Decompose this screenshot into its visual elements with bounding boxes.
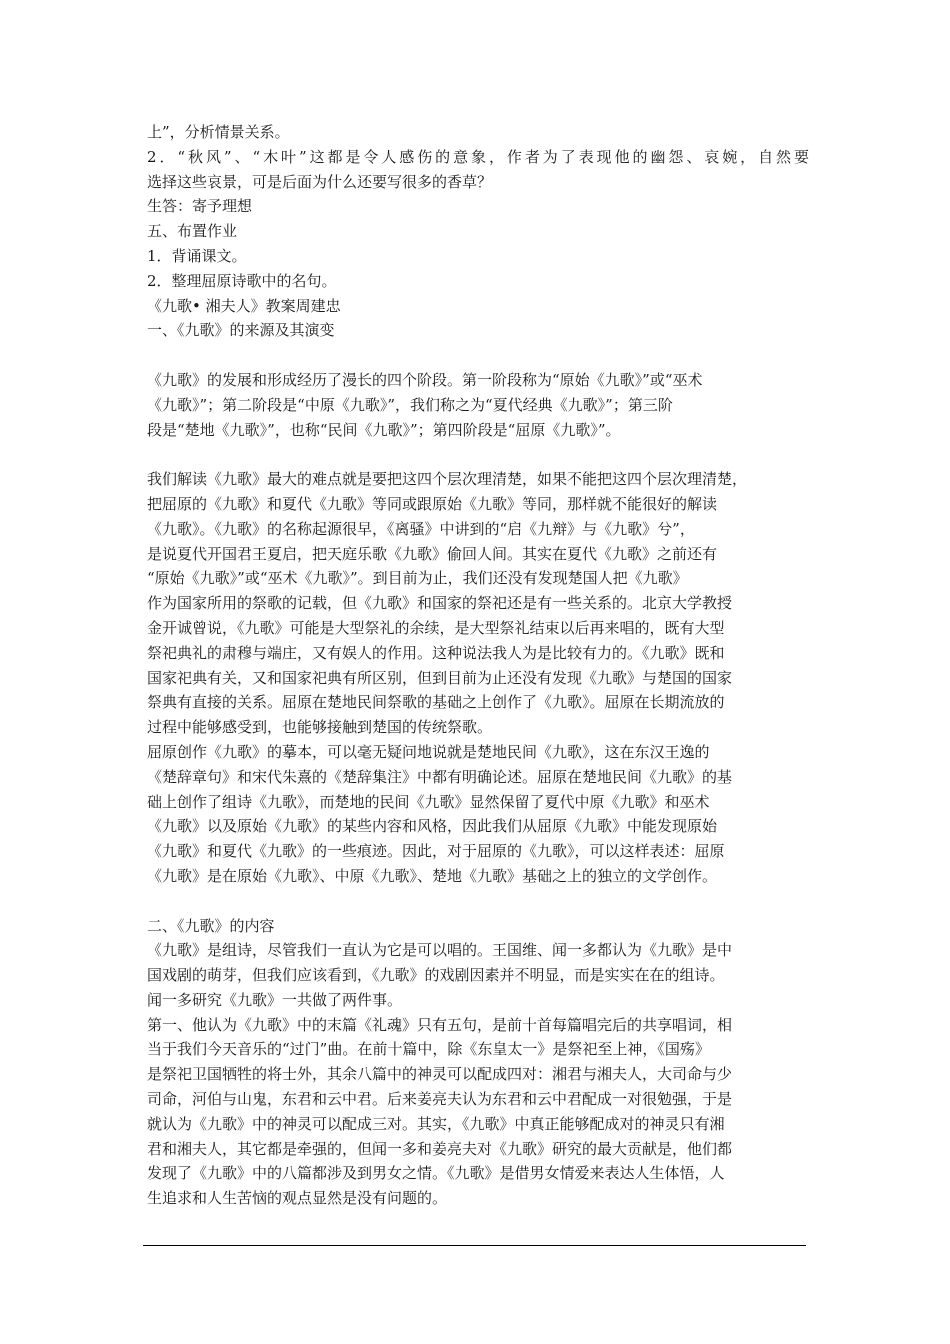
paragraph-gap bbox=[147, 343, 809, 368]
text-line: 祭典有直接的关系。屈原在楚地民间祭歌的基础之上创作了《九歌》。屈原在长期流放的 bbox=[147, 693, 725, 712]
text-line: 屈原创作《九歌》的摹本，可以毫无疑问地说就是楚地民间《九歌》，这在东汉王逸的 bbox=[147, 742, 710, 761]
text-line: 是说夏代开国君王夏启，把天庭乐歌《九歌》偷回人间。其实在夏代《九歌》之前还有 bbox=[147, 544, 718, 563]
paragraph-gap bbox=[147, 889, 809, 914]
paragraph-creation bbox=[147, 740, 809, 889]
paragraph-first bbox=[147, 1013, 809, 1211]
answer-line: 生答：寄予理想 bbox=[147, 197, 253, 216]
text-line: 君和湘夫人，其它都是牵强的，但闻一多和姜亮夫对《九歌》研究的最大贡献是，他们都 bbox=[147, 1139, 733, 1158]
text-line: 生追求和人生苦恼的观点显然是没有问题的。 bbox=[147, 1189, 448, 1208]
text-line: 础上创作了组诗《九歌》，而楚地的民间《九歌》显然保留了夏代中原《九歌》和巫术 bbox=[147, 792, 710, 811]
paragraph-stages bbox=[147, 368, 809, 442]
text-line: 《九歌》。《九歌》的名称起源很早，《离骚》中讲到的“启《九辩》与《九歌》兮”， bbox=[147, 519, 695, 538]
text-line: “原始《九歌》”或“巫术《九歌》”。到目前为止，我们还没有发现楚国人把《九歌》 bbox=[147, 569, 688, 588]
text-line: 《九歌》以及原始《九歌》的某些内容和风格，因此我们从屈原《九歌》中能发现原始 bbox=[147, 817, 718, 836]
text-line: 就认为《九歌》中的神灵可以配成三对。其实，《九歌》中真正能够配成对的神灵只有湘 bbox=[147, 1114, 725, 1133]
text-line: 第一、他认为《九歌》中的末篇《礼魂》只有五句，是前十首每篇唱完后的共享唱词，相 bbox=[147, 1015, 733, 1034]
section-top bbox=[147, 120, 809, 343]
homework-item-1: 1．背诵课文。 bbox=[147, 246, 247, 265]
text-line: 司命，河伯与山鬼，东君和云中君。后来姜亮夫认为东君和云中君配成一对很勉强，于是 bbox=[147, 1090, 733, 1109]
section-heading-origin: 一、《九歌》的来源及其演变 bbox=[147, 321, 335, 340]
text-line: 上”，分析情景关系。 bbox=[147, 123, 290, 141]
text-line: 段是“楚地《九歌》”，也称“民间《九歌》”；第四阶段是“屈原《九歌》”。 bbox=[147, 420, 621, 439]
text-line: 国戏剧的萌芽，但我们应该看到，《九歌》的戏剧因素并不明显，而是实实在在的组诗。 bbox=[147, 966, 725, 985]
paragraph-gap bbox=[147, 442, 809, 467]
paragraph-difficulty bbox=[147, 467, 809, 740]
footer-divider bbox=[143, 1245, 806, 1246]
homework-item-2: 2．整理屈原诗歌中的名句。 bbox=[147, 271, 337, 290]
paragraph-cycle bbox=[147, 938, 809, 1012]
section-heading-homework: 五、布置作业 bbox=[147, 222, 238, 241]
text-line: 国家祀典有关，又和国家祀典有所区别，但到目前为止还没有发现《九歌》与楚国的国家 bbox=[147, 668, 733, 687]
text-line: 过程中能够感受到，也能够接触到楚国的传统祭歌。 bbox=[147, 718, 493, 737]
text-line: 发现了《九歌》中的八篇都涉及到男女之情。《九歌》是借男女情爱来表达人生体悟，人 bbox=[147, 1164, 725, 1183]
text-line: 作为国家所用的祭歌的记载，但《九歌》和国家的祭祀还是有一些关系的。北京大学教授 bbox=[147, 594, 733, 613]
text-line: 把屈原的《九歌》和夏代《九歌》等同或跟原始《九歌》等同，那样就不能很好的解读 bbox=[147, 494, 718, 513]
lesson-plan-title: 《九歌• 湘夫人》教案周建忠 bbox=[147, 296, 341, 315]
text-line: 《九歌》”；第二阶段是“中原《九歌》”，我们称之为“夏代经典《九歌》”；第三阶 bbox=[147, 395, 673, 414]
text-line: 祭祀典礼的肃穆与端庄，又有娱人的作用。这种说法我人为是比较有力的。《九歌》既和 bbox=[147, 643, 725, 662]
text-line: 闻一多研究《九歌》一共做了两件事。 bbox=[147, 990, 403, 1009]
text-line: 《九歌》和夏代《九歌》的一些痕迹。因此，对于屈原的《九歌》，可以这样表述：屈原 bbox=[147, 842, 725, 861]
text-line: 2．“秋风”、“木叶”这都是令人感伤的意象，作者为了表现他的幽怨、哀婉，自然要 bbox=[147, 147, 809, 166]
text-line: 当于我们今天音乐的“过门”曲。在前十篇中，除《东皇太一》是祭祀至上神，《国殇》 bbox=[147, 1040, 710, 1059]
text-line: 金开诚曾说，《九歌》可能是大型祭礼的余续，是大型祭礼结束以后再来唱的，既有大型 bbox=[147, 618, 725, 637]
section-heading-content: 二、《九歌》的内容 bbox=[147, 916, 275, 935]
document-page bbox=[147, 120, 809, 1211]
text-line: 我们解读《九歌》最大的难点就是要把这四个层次理清楚，如果不能把这四个层次理清楚， bbox=[147, 470, 748, 489]
text-line: 选择这些哀景，可是后面为什么还要写很多的香草？ bbox=[147, 172, 493, 191]
text-line: 《九歌》是组诗，尽管我们一直认为它是可以唱的。王国维、闻一多都认为《九歌》是中 bbox=[147, 941, 733, 960]
text-line: 《九歌》的发展和形成经历了漫长的四个阶段。第一阶段称为“原始《九歌》”或“巫术 bbox=[147, 370, 703, 389]
text-line: 是祭祀卫国牺牲的将士外，其余八篇中的神灵可以配成四对：湘君与湘夫人，大司命与少 bbox=[147, 1065, 733, 1084]
text-line: 《楚辞章句》和宋代朱熹的《楚辞集注》中都有明确论述。屈原在楚地民间《九歌》的基 bbox=[147, 767, 733, 786]
text-line: 《九歌》是在原始《九歌》、中原《九歌》、楚地《九歌》基础之上的独立的文学创作。 bbox=[147, 866, 718, 885]
